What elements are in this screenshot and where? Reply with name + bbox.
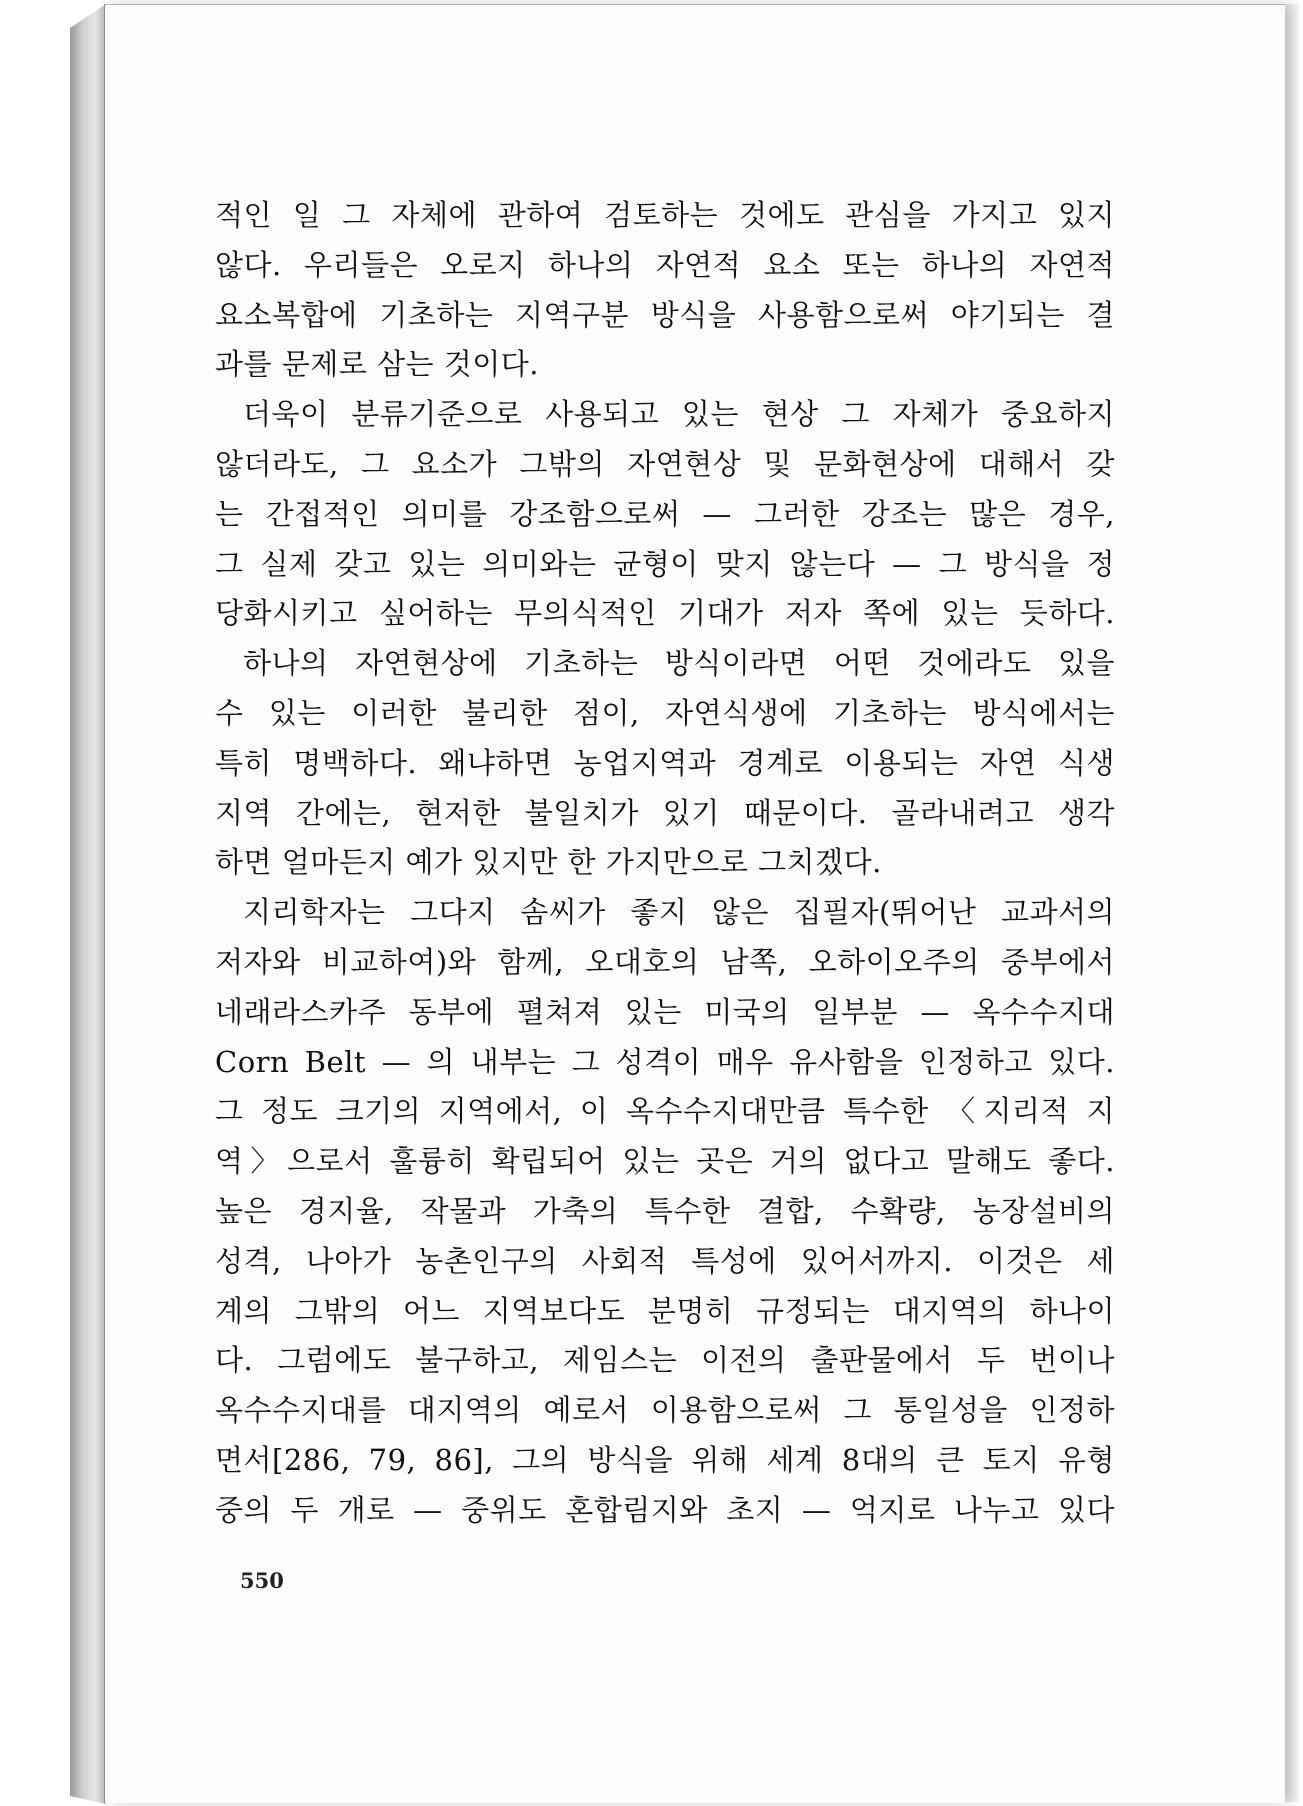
text-line: 지역 간에는, 현저한 불일치가 있기 때문이다. 골라내려고 생각 xyxy=(215,795,1115,830)
text-line: 성격, 나아가 농촌인구의 사회적 특성에 있어서까지. 이것은 세 xyxy=(215,1243,1115,1278)
text-line: 하면 얼마든지 예가 있지만 한 가지만으로 그치겠다. xyxy=(215,845,882,880)
text-line: Corn Belt — 의 내부는 그 성격이 매우 유사함을 인정하고 있다. xyxy=(215,1044,1115,1079)
text-line: 다. 그럼에도 불구하고, 제임스는 이전의 출판물에서 두 번이나 xyxy=(215,1343,1115,1378)
text-line: 과를 문제로 삼는 것이다. xyxy=(215,347,540,382)
text-line: 옥수수지대를 대지역의 예로서 이용함으로써 그 통일성을 인정하 xyxy=(215,1393,1115,1428)
page-number: 550 xyxy=(240,1568,284,1593)
page-edge xyxy=(1284,4,1298,1802)
text-line: 지리학자는 그다지 솜씨가 좋지 않은 집필자(뛰어난 교과서의 xyxy=(243,895,1115,930)
text-line: 저자와 비교하여)와 함께, 오대호의 남쪽, 오하이오주의 중부에서 xyxy=(215,944,1115,979)
book-spine xyxy=(70,4,106,1804)
text-line: 않다. 우리들은 오로지 하나의 자연적 요소 또는 하나의 자연적 xyxy=(215,247,1115,282)
text-line: 그 실제 갖고 있는 의미와는 균형이 맞지 않는다 — 그 방식을 정 xyxy=(215,546,1115,581)
text-line: 특히 명백하다. 왜냐하면 농업지역과 경계로 이용되는 자연 식생 xyxy=(215,745,1115,780)
text-line: 중의 두 개로 — 중위도 혼합림지와 초지 — 억지로 나누고 있다 xyxy=(215,1492,1115,1527)
text-line: 네래라스카주 동부에 펼쳐져 있는 미국의 일부분 — 옥수수지대 xyxy=(215,994,1115,1029)
text-line: 당화시키고 싶어하는 무의식적인 기대가 저자 쪽에 있는 듯하다. xyxy=(215,596,1115,631)
text-line: 수 있는 이러한 불리한 점이, 자연식생에 기초하는 방식에서는 xyxy=(215,695,1115,730)
text-line: 면서[286, 79, 86], 그의 방식을 위해 세계 8대의 큰 토지 유형 xyxy=(215,1442,1115,1477)
text-line: 않더라도, 그 요소가 그밖의 자연현상 및 문화현상에 대해서 갖 xyxy=(215,446,1115,481)
text-line: 는 간접적인 의미를 강조함으로써 — 그러한 강조는 많은 경우, xyxy=(215,496,1115,531)
body-text xyxy=(215,191,1115,1536)
book-page xyxy=(104,4,1285,1803)
text-line: 적인 일 그 자체에 관하여 검토하는 것에도 관심을 가지고 있지 xyxy=(215,198,1115,232)
text-line: 요소복합에 기초하는 지역구분 방식을 사용함으로써 야기되는 결 xyxy=(215,297,1115,332)
text-line: 높은 경지율, 작물과 가축의 특수한 결합, 수확량, 농장설비의 xyxy=(215,1193,1115,1228)
text-line: 그 정도 크기의 지역에서, 이 옥수수지대만큼 특수한 〈지리적 지 xyxy=(215,1094,1115,1129)
text-line: 계의 그밖의 어느 지역보다도 분명히 규정되는 대지역의 하나이 xyxy=(215,1293,1115,1328)
text-line: 더욱이 분류기준으로 사용되고 있는 현상 그 자체가 중요하지 xyxy=(243,397,1115,432)
text-line: 역〉으로서 훌륭히 확립되어 있는 곳은 거의 없다고 말해도 좋다. xyxy=(215,1144,1115,1179)
text-line: 하나의 자연현상에 기초하는 방식이라면 어떤 것에라도 있을 xyxy=(243,646,1115,681)
